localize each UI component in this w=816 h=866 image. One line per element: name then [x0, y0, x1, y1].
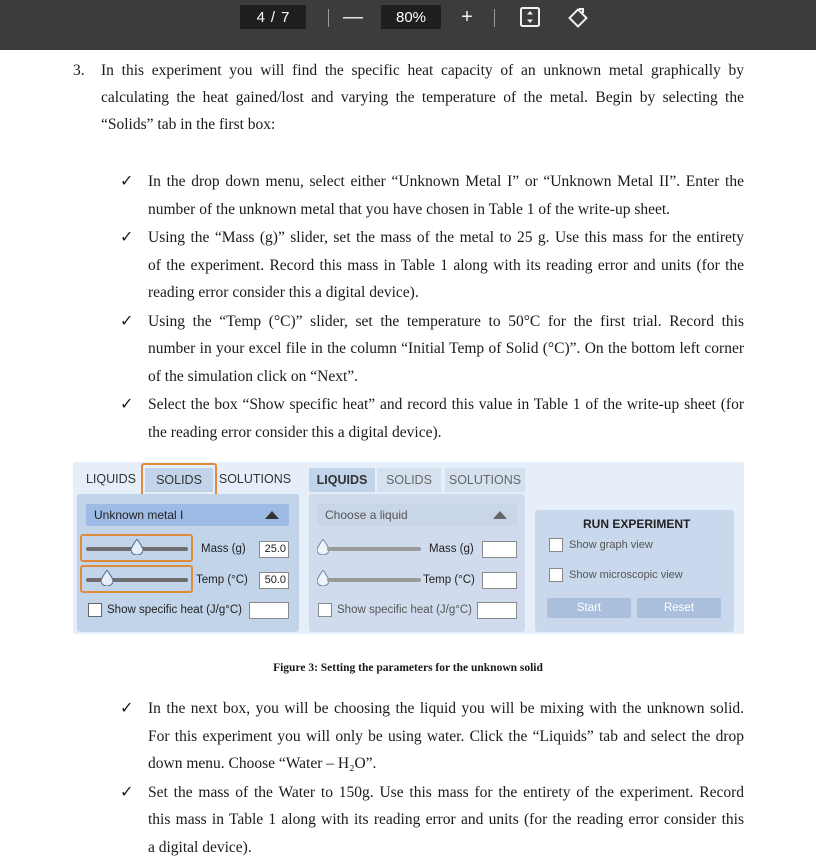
- list-item-line: the reading error consider this a digital device).: [148, 423, 442, 441]
- tab-solids[interactable]: SOLIDS: [145, 468, 213, 492]
- question-line: calculating the heat gained/lost and varying the temperature of the metal. Begin by selecting the: [101, 89, 744, 106]
- caret-up-icon: [265, 511, 279, 519]
- list-item-line: Set the mass of the Water to 150g. Use this mass for the entirety of the experiment. Record: [148, 783, 744, 801]
- solid-dropdown[interactable]: [86, 504, 289, 526]
- list-item-line: number of the unknown metal that you have chosen in Table 1 of the write-up sheet.: [148, 200, 671, 218]
- show-microscopic-label: Show microscopic view: [569, 569, 683, 581]
- list-item-line: In the drop down menu, select either “Unknown Metal I” or “Unknown Metal II”. Enter the: [148, 173, 744, 190]
- question-line: In this experiment you will find the specific heat capacity of an unknown metal graphically by: [101, 62, 744, 79]
- show-specific-heat-checkbox[interactable]: [88, 603, 102, 617]
- liquid-specific-heat-checkbox[interactable]: [318, 603, 332, 617]
- rotate-icon[interactable]: [566, 6, 590, 30]
- zoom-level[interactable]: 80%: [381, 5, 441, 29]
- list-item-line: Select the box “Show specific heat” and record this value in Table 1 of the write-up sheet (for: [148, 396, 744, 414]
- temp-slider-handle[interactable]: [101, 570, 113, 586]
- list-item-line: this mass in Table 1 along with its reading error and units (for the reading error consider this: [148, 811, 744, 829]
- checkmark-icon: ✓: [120, 396, 134, 414]
- list-item-line: In the next box, you will be choosing the liquid you will be mixing with the unknown solid.: [148, 700, 744, 717]
- mass-slider-handle[interactable]: [131, 539, 143, 555]
- list-item-line: Using the “Temp (°C)” slider, set the temperature to 50°C for the first trial. Record this: [148, 312, 744, 330]
- caret-up-icon: [493, 511, 507, 519]
- question-number: 3.: [73, 62, 85, 79]
- liquid-specific-heat-value: [477, 602, 517, 619]
- simulation-figure: [73, 462, 744, 634]
- liquid-dropdown[interactable]: [317, 504, 517, 526]
- specific-heat-value: [249, 602, 289, 619]
- run-experiment-title: RUN EXPERIMENT: [583, 517, 691, 531]
- show-microscopic-checkbox[interactable]: [549, 568, 563, 582]
- start-button[interactable]: Start: [547, 598, 631, 618]
- tab-solids-2[interactable]: SOLIDS: [377, 468, 441, 492]
- liquid-dropdown-value: Choose a liquid: [325, 508, 408, 522]
- page-total: 7: [281, 8, 290, 26]
- zoom-out-button[interactable]: —: [343, 6, 363, 28]
- list-item-line: of the simulation click on “Next”.: [148, 367, 359, 385]
- show-graph-label: Show graph view: [569, 539, 653, 551]
- list-item-line: down menu. Choose “Water – H₂O”.: [148, 755, 377, 773]
- temp-value[interactable]: 50.0: [259, 572, 289, 589]
- question-line: “Solids” tab in the first box:: [101, 116, 276, 133]
- list-item-line: number in your excel file in the column “Initial Temp of Solid (°C)”. On the bottom left corner: [148, 340, 744, 358]
- fit-page-icon[interactable]: [518, 6, 542, 30]
- solid-dropdown-value: Unknown metal I: [94, 508, 184, 522]
- checkmark-icon: ✓: [120, 783, 134, 801]
- mass-value[interactable]: 25.0: [259, 541, 289, 558]
- list-item-line: For this experiment you will only be using water. Click the “Liquids” tab and select the drop: [148, 727, 744, 745]
- liquid-mass-label: Mass (g): [429, 543, 474, 555]
- tab-solutions[interactable]: SOLUTIONS: [218, 472, 292, 486]
- checkmark-icon: ✓: [120, 228, 134, 246]
- page-separator: /: [270, 8, 276, 26]
- list-item-line: a digital device).: [148, 839, 252, 856]
- checkmark-icon: ✓: [120, 173, 134, 190]
- temp-label: Temp (°C): [196, 574, 248, 586]
- liquid-temp-slider-track[interactable]: [327, 578, 421, 582]
- zoom-in-button[interactable]: +: [461, 6, 473, 28]
- liquid-temp-label: Temp (°C): [423, 574, 475, 586]
- checkmark-icon: ✓: [120, 312, 134, 330]
- show-specific-heat-label: Show specific heat (J/g°C): [107, 604, 242, 616]
- mass-label: Mass (g): [201, 543, 246, 555]
- liquid-specific-heat-label: Show specific heat (J/g°C): [337, 604, 472, 616]
- liquid-mass-value[interactable]: [482, 541, 517, 558]
- tab-liquids-2[interactable]: LIQUIDS: [309, 468, 375, 492]
- list-item-line: of the experiment. Record this mass in Table 1 along with its reading error and units (for the: [148, 256, 744, 274]
- toolbar-divider: [494, 9, 495, 27]
- liquid-mass-slider-track[interactable]: [327, 547, 421, 551]
- list-item-line: reading error consider this a digital device).: [148, 284, 419, 302]
- page-current[interactable]: 4: [256, 8, 265, 26]
- reset-button[interactable]: Reset: [637, 598, 721, 618]
- tab-liquids[interactable]: LIQUIDS: [85, 472, 136, 486]
- list-item-line: Using the “Mass (g)” slider, set the mass of the metal to 25 g. Use this mass for the entirety: [148, 228, 744, 246]
- page-indicator[interactable]: [240, 5, 306, 29]
- tab-solutions-2[interactable]: SOLUTIONS: [445, 468, 525, 492]
- pdf-toolbar: [0, 0, 816, 50]
- figure-caption: Figure 3: Setting the parameters for the unknown solid: [273, 662, 543, 674]
- toolbar-divider: [328, 9, 329, 27]
- liquid-temp-value[interactable]: [482, 572, 517, 589]
- show-graph-checkbox[interactable]: [549, 538, 563, 552]
- checkmark-icon: ✓: [120, 700, 134, 717]
